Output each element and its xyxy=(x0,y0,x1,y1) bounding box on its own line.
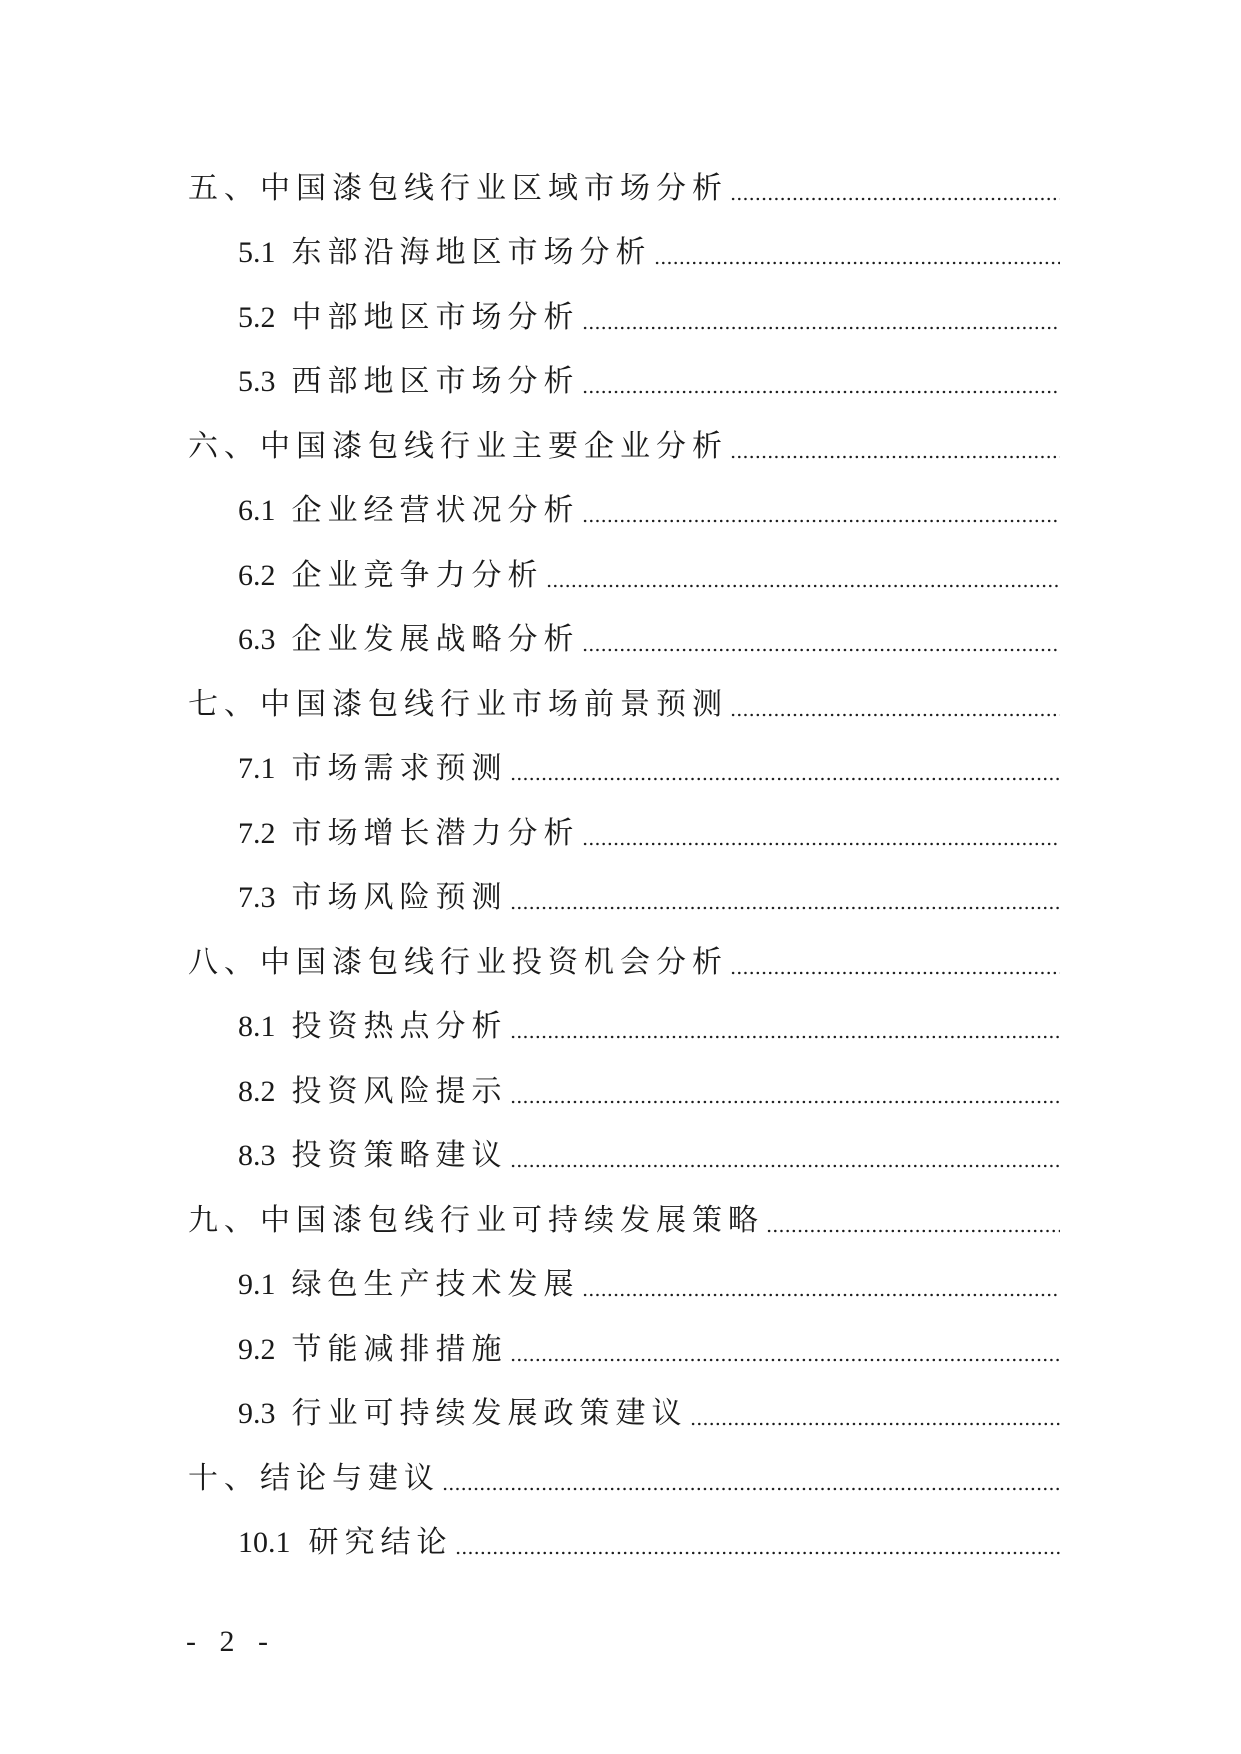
toc-dot-leader xyxy=(455,1551,1061,1555)
toc-dot-leader xyxy=(510,777,1061,781)
toc-entry-title: 投资策略建议 xyxy=(291,1138,508,1173)
toc-entry-title: 市场增长潜力分析 xyxy=(291,815,580,851)
toc-section-entry[interactable] xyxy=(188,1124,1060,1189)
toc-dot-leader xyxy=(510,906,1061,910)
toc-entry-title: 东部沿海地区市场分析 xyxy=(291,235,652,270)
toc-entry-title: 市场风险预测 xyxy=(291,880,508,915)
toc-entry-number: 5.1 xyxy=(238,236,276,269)
toc-dot-leader xyxy=(582,648,1061,652)
toc-entry-number: 7.3 xyxy=(238,881,276,914)
toc-dot-leader xyxy=(730,713,1060,717)
toc-dot-leader xyxy=(730,455,1060,459)
toc-section-entry[interactable] xyxy=(188,801,1060,866)
toc-section-entry[interactable] xyxy=(188,995,1060,1060)
toc-entry-title: 投资热点分析 xyxy=(291,1009,508,1044)
toc-entry-number: 8.2 xyxy=(238,1074,276,1108)
toc-entry-title: 企业竞争力分析 xyxy=(291,557,544,593)
toc-entry-number: 6.3 xyxy=(238,623,276,656)
toc-dot-leader xyxy=(730,197,1060,201)
toc-chapter-entry[interactable] xyxy=(188,156,1060,221)
toc-entry-title: 研究结论 xyxy=(308,1525,453,1560)
toc-entry-number: 7.1 xyxy=(238,752,276,785)
toc-entry-title: 十、结论与建议 xyxy=(188,1460,440,1496)
toc-dot-leader xyxy=(582,842,1061,846)
toc-entry-number: 8.3 xyxy=(238,1139,276,1172)
toc-section-entry[interactable] xyxy=(188,866,1060,931)
toc-section-entry[interactable] xyxy=(188,1317,1060,1382)
toc-dot-leader xyxy=(582,326,1061,330)
toc-section-entry[interactable] xyxy=(188,350,1060,415)
toc-section-entry[interactable] xyxy=(188,479,1060,544)
toc-entry-number: 8.1 xyxy=(238,1010,276,1043)
toc-entry-number: 5.3 xyxy=(238,365,276,398)
toc-entry-number: 6.2 xyxy=(238,558,276,592)
toc-dot-leader xyxy=(582,1293,1061,1297)
toc-entry-title: 市场需求预测 xyxy=(291,751,508,786)
toc-entry-number: 9.1 xyxy=(238,1268,276,1301)
toc-section-entry[interactable] xyxy=(188,1059,1060,1124)
toc-entry-title: 西部地区市场分析 xyxy=(291,364,580,399)
table-of-contents xyxy=(188,156,1060,1575)
toc-section-entry[interactable] xyxy=(188,1382,1060,1447)
toc-dot-leader xyxy=(582,390,1061,394)
toc-dot-leader xyxy=(442,1487,1060,1491)
toc-entry-number: 10.1 xyxy=(238,1526,291,1559)
toc-section-entry[interactable] xyxy=(188,1253,1060,1318)
toc-section-entry[interactable] xyxy=(188,737,1060,802)
toc-dot-leader xyxy=(690,1422,1061,1426)
toc-entry-title: 六、中国漆包线行业主要企业分析 xyxy=(188,428,728,464)
page-number: - 2 - xyxy=(186,1625,276,1658)
toc-dot-leader xyxy=(510,1164,1061,1168)
toc-dot-leader xyxy=(510,1100,1061,1104)
toc-dot-leader xyxy=(766,1229,1060,1233)
toc-chapter-entry[interactable] xyxy=(188,672,1060,737)
toc-entry-title: 企业发展战略分析 xyxy=(291,622,580,657)
toc-section-entry[interactable] xyxy=(188,1511,1060,1576)
toc-entry-title: 八、中国漆包线行业投资机会分析 xyxy=(188,944,728,980)
toc-entry-title: 绿色生产技术发展 xyxy=(291,1267,580,1302)
toc-entry-title: 中部地区市场分析 xyxy=(291,299,580,335)
toc-section-entry[interactable] xyxy=(188,221,1060,286)
toc-chapter-entry[interactable] xyxy=(188,1446,1060,1511)
toc-entry-number: 9.2 xyxy=(238,1332,276,1366)
toc-dot-leader xyxy=(654,261,1061,265)
toc-section-entry[interactable] xyxy=(188,285,1060,350)
toc-dot-leader xyxy=(582,519,1061,523)
toc-entry-title: 七、中国漆包线行业市场前景预测 xyxy=(188,686,728,722)
toc-dot-leader xyxy=(510,1358,1061,1362)
toc-section-entry[interactable] xyxy=(188,608,1060,673)
toc-dot-leader xyxy=(546,584,1061,588)
toc-chapter-entry[interactable] xyxy=(188,930,1060,995)
toc-dot-leader xyxy=(730,971,1060,975)
toc-entry-title: 行业可持续发展政策建议 xyxy=(291,1396,688,1431)
toc-entry-number: 7.2 xyxy=(238,816,276,850)
toc-chapter-entry[interactable] xyxy=(188,414,1060,479)
toc-entry-number: 6.1 xyxy=(238,494,276,527)
toc-entry-number: 5.2 xyxy=(238,300,276,334)
toc-entry-title: 五、中国漆包线行业区域市场分析 xyxy=(188,170,728,206)
toc-entry-title: 九、中国漆包线行业可持续发展策略 xyxy=(188,1202,764,1238)
toc-chapter-entry[interactable] xyxy=(188,1188,1060,1253)
toc-entry-title: 节能减排措施 xyxy=(291,1331,508,1367)
toc-entry-title: 企业经营状况分析 xyxy=(291,493,580,528)
toc-entry-number: 9.3 xyxy=(238,1397,276,1430)
toc-section-entry[interactable] xyxy=(188,543,1060,608)
toc-entry-title: 投资风险提示 xyxy=(291,1073,508,1109)
toc-dot-leader xyxy=(510,1035,1061,1039)
